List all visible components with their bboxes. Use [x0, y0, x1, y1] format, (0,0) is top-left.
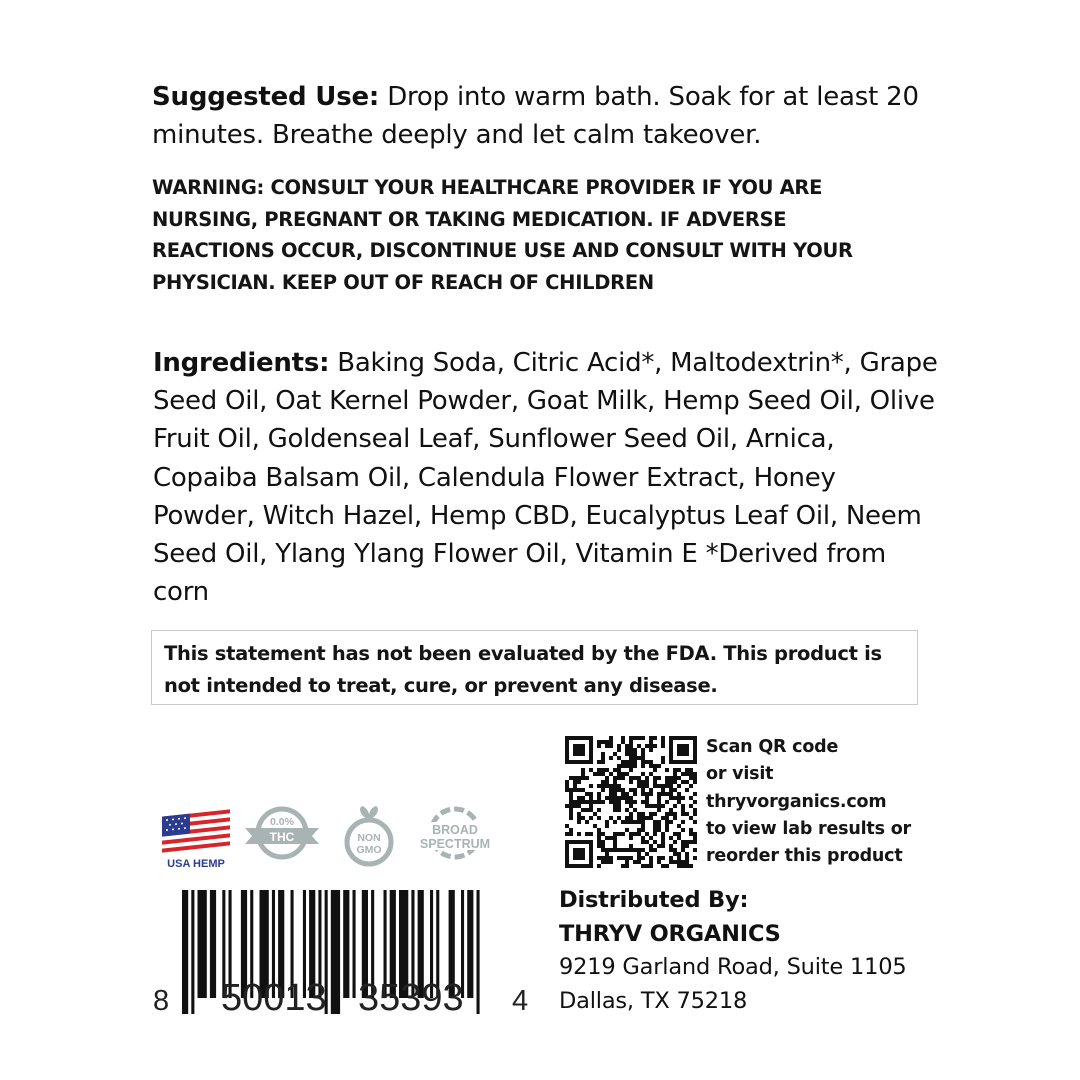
barcode-left-group: 50013: [221, 977, 327, 1018]
fda-disclaimer-text: This statement has not been evaluated by the FDA. This product is not intended to treat, cure, or prevent any disease.: [164, 642, 882, 697]
distributor-address-line1: 9219 Garland Road, Suite 1105: [559, 954, 907, 980]
warning-text: WARNING: CONSULT YOUR HEALTHCARE PROVIDER IF YOU ARE NURSING, PREGNANT OR TAKING MEDICATION. IF ADVERSE REACTIONS OCCUR, DISCONTINUE USE AND CONSULT WITH YOUR PHYSICIAN. KEEP OUT OF REACH OF CHILDREN: [152, 176, 853, 294]
thc-label: THC: [269, 830, 295, 844]
non-gmo-leaf-icon: [340, 806, 398, 872]
us-flag-icon: [158, 806, 234, 872]
qr-code[interactable]: [565, 736, 697, 868]
distributor-address-line2: Dallas, TX 75218: [559, 987, 748, 1014]
ingredients-label: Ingredients:: [153, 348, 330, 378]
thc-percent: 0.0%: [270, 816, 294, 828]
ingredients: [153, 344, 943, 611]
barcode-lead-digit: 8: [153, 985, 170, 1017]
qr-line-5: reorder this product: [706, 846, 903, 867]
broad-spectrum-icon: [408, 806, 502, 872]
distributor-heading: Distributed By:: [559, 887, 749, 913]
distributor-company: THRYV ORGANICS: [559, 920, 781, 947]
distributor-block: [559, 884, 959, 1018]
usa-hemp-badge: [158, 806, 234, 872]
suggested-use: [152, 78, 952, 154]
qr-instructions: [706, 734, 936, 870]
certification-badges: [158, 806, 503, 872]
suggested-use-label: Suggested Use:: [152, 82, 380, 112]
barcode-check-digit: 4: [512, 985, 529, 1017]
fda-disclaimer-box: [151, 630, 918, 705]
qr-line-3[interactable]: thryvorganics.com: [706, 791, 887, 812]
broad-spectrum-line2: SPECTRUM: [419, 837, 491, 851]
non-gmo-badge: [340, 806, 398, 872]
non-gmo-line1: NON: [357, 832, 381, 844]
broad-spectrum-line1: BROAD: [432, 823, 478, 837]
suggested-use-text: Drop into warm bath. Soak for at least 20 minutes. Breathe deeply and let calm takeover.: [152, 82, 919, 150]
qr-line-2: or visit: [706, 764, 774, 785]
barcode: [150, 888, 530, 1018]
usa-hemp-label: USA HEMP: [167, 858, 225, 870]
ingredients-text: Baking Soda, Citric Acid*, Maltodextrin*, Grape Seed Oil, Oat Kernel Powder, Goat Milk, Hemp Seed Oil, Olive Fruit Oil, Goldenseal Leaf, Sunflower Seed Oil, Arnica, Copaiba Balsam Oil, Calendula Flower Extract, Honey Powder, Witch Hazel, Hemp CBD, Eucalyptus Leaf Oil, Neem Seed Oil, Ylang Ylang Flower Oil, Vitamin E *Derived from corn: [153, 348, 938, 608]
thc-badge: [242, 806, 322, 872]
qr-line-4: to view lab results or: [706, 818, 911, 839]
non-gmo-line2: GMO: [356, 844, 382, 856]
qr-code-icon: [565, 736, 697, 868]
barcode-right-group: 35393: [358, 977, 464, 1018]
broad-spectrum-badge: [408, 806, 502, 872]
barcode-icon: [150, 888, 530, 1018]
qr-line-1: Scan QR code: [706, 737, 839, 757]
thc-badge-icon: [242, 806, 322, 872]
